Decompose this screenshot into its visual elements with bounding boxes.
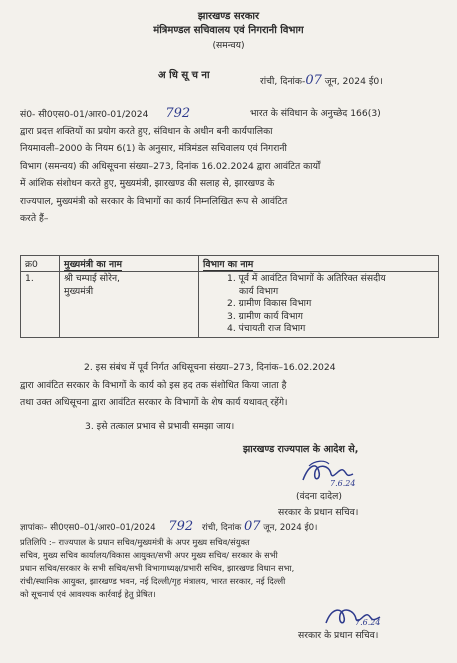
memo-date-prefix: रांची, दिनांक bbox=[201, 523, 242, 533]
allocation-table bbox=[20, 255, 439, 338]
memo-date-rest: जून, 2024 ई0। bbox=[263, 523, 318, 533]
body-line: विभाग (समन्वय) की अधिसूचना संख्या–273, दिनांक 16.02.2024 द्वारा आवंटित कार्यों bbox=[20, 160, 321, 172]
date-rest: जून, 2024 ई0। bbox=[324, 76, 383, 87]
copy-line: प्रधान सचिव/सरकार के सभी सचिव/सभी विभागाध्यक्ष/प्रभारी सचिव, झारखण्ड विधान सभा, bbox=[20, 563, 295, 573]
row-departments bbox=[199, 272, 439, 338]
body-line: नियमावली–2000 के नियम 6(1) के अनुसार, मंत्रिमंडल सचिवालय एवं निगरानी bbox=[20, 143, 287, 154]
cm-designation-line: मुख्यमंत्री bbox=[64, 285, 94, 297]
table-header-row bbox=[21, 256, 439, 272]
signature-1-date: 7.6.24 bbox=[330, 479, 356, 488]
body-line: भारत के संविधान के अनुच्छेद 166(3) bbox=[250, 108, 381, 119]
department-item: 4. पंचायती राज विभाग bbox=[227, 323, 306, 334]
date-prefix: रांची, दिनांक- bbox=[260, 76, 306, 87]
copy-line: प्रतिलिपि :– राज्यपाल के प्रधान सचिव/मुख्यमंत्री के अपर मुख्य सचिव/संयुक्त bbox=[20, 537, 250, 547]
reference-prefix: सं0- सी0एस0-01/आर0-01/2024 bbox=[20, 109, 149, 120]
body-line: राज्यपाल, मुख्यमंत्री को सरकार के विभागों का कार्य निम्नलिखित रूप से आवंटित bbox=[20, 195, 288, 207]
govt-name: झारखण्ड सरकार bbox=[197, 11, 260, 22]
memo-date-day-handwritten: 07 bbox=[243, 519, 261, 534]
table-header-department bbox=[199, 256, 439, 272]
memo-reference bbox=[20, 521, 317, 534]
row-cm-name bbox=[60, 272, 199, 338]
body-line: द्वारा प्रदत्त शक्तियों का प्रयोग करते हुए, संविधान के अधीन बनी कार्यपालिका bbox=[20, 125, 273, 137]
table-header-cm-name bbox=[60, 256, 199, 272]
row-serial: 1. bbox=[21, 272, 60, 338]
signatory-2-designation: सरकार के प्रधान सचिव। bbox=[298, 630, 379, 641]
table-header-serial: क्र0 bbox=[21, 256, 60, 272]
signature-2-date: 7.6.24 bbox=[355, 618, 381, 627]
body-line: में आंशिक संशोधन करते हुए, मुख्यमंत्री, झारखण्ड की सलाह से, झारखण्ड के bbox=[20, 178, 275, 189]
copy-line: रांची/स्थानिक आयुक्त, झारखण्ड भवन, नई दिल्ली/गृह मंत्रालय, भारत सरकार, नई दिल्ली bbox=[20, 576, 286, 586]
department-item: 3. ग्रामीण कार्य विभाग bbox=[227, 310, 303, 322]
department-item: 2. ग्रामीण विकास विभाग bbox=[227, 298, 312, 309]
signatory-name: (वंदना दादेल) bbox=[296, 491, 342, 502]
memo-number-handwritten: 792 bbox=[168, 519, 194, 534]
department-subtitle: (समन्वय) bbox=[212, 40, 245, 51]
cm-name-line: श्री चम्पाई सोरेन, bbox=[64, 273, 120, 284]
notification-body bbox=[20, 105, 440, 228]
governor-order: झारखण्ड राज्यपाल के आदेश से, bbox=[243, 444, 359, 455]
copy-line: सचिव, मुख्य सचिव कार्यालय/विकास आयुक्त/सभी अपर मुख्य सचिव/ सरकार के सभी bbox=[20, 550, 278, 560]
date-day-handwritten: 07 bbox=[305, 73, 322, 88]
department-item-continuation: कार्य विभाग bbox=[239, 285, 279, 297]
department-header-text: विभाग का नाम bbox=[203, 259, 254, 270]
department-name: मंत्रिमण्डल सचिवालय एवं निगरानी विभाग bbox=[153, 25, 304, 36]
copy-line: को सूचनार्थ एवं आवश्यक कार्रवाई हेतु प्रेषित। bbox=[20, 589, 156, 599]
cm-name-header-text: मुख्यमंत्री का नाम bbox=[64, 259, 122, 270]
department-item: 1. पूर्व में आवंटित विभागों के अतिरिक्त संसदीय bbox=[227, 273, 386, 284]
body-line: करते हैं– bbox=[20, 213, 49, 224]
notification-title: अ धि सू च ना bbox=[158, 70, 210, 81]
memo-prefix: ज्ञापांकः– सी0एस0–01/आर0–01/2024 bbox=[20, 523, 156, 533]
notification-date bbox=[260, 75, 383, 88]
signatory-designation: सरकार के प्रधान सचिव। bbox=[278, 507, 359, 518]
para2-line: द्वारा आवंटित सरकार के विभागों के कार्य को इस हद तक संशोधित किया जाता है bbox=[20, 379, 287, 391]
table-row bbox=[21, 272, 439, 338]
reference-number-handwritten: 792 bbox=[165, 106, 191, 121]
paragraph-2 bbox=[20, 359, 440, 412]
copy-to-list bbox=[20, 536, 440, 601]
para2-line: तथा उक्त अधिसूचना द्वारा आवंटित सरकार के विभागों के शेष कार्य यथावत् रहेंगे। bbox=[20, 397, 288, 408]
para2-line: 2. इस संबंध में पूर्व निर्गत अधिसूचना संख्या–273, दिनांक–16.02.2024 bbox=[84, 362, 336, 373]
paragraph-3: 3. इसे तत्काल प्रभाव से प्रभावी समझा जाय। bbox=[85, 421, 235, 432]
